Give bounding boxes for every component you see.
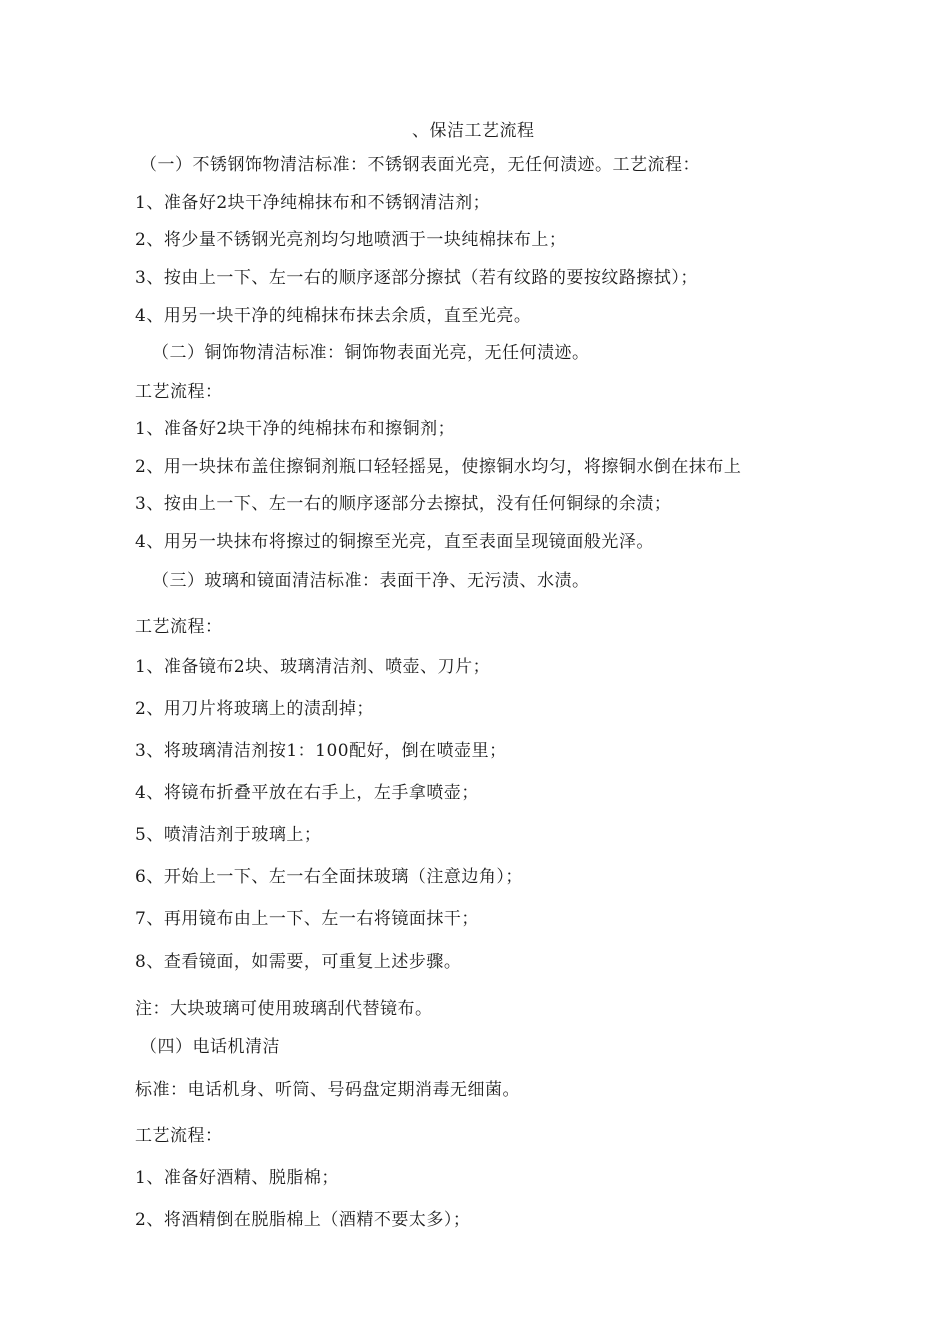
list-item: 2、用一块抹布盖住擦铜剂瓶口轻轻摇晃，使擦铜水均匀，将擦铜水倒在抹布上 [135, 457, 742, 477]
list-item: 1、准备好2块干净的纯棉抹布和擦铜剂； [135, 419, 456, 439]
page-title: 、保洁工艺流程 [412, 121, 535, 141]
list-item: 6、开始上一下、左一右全面抹玻璃（注意边角）； [135, 867, 523, 887]
note: 注：大块玻璃可使用玻璃刮代替镜布。 [135, 999, 433, 1019]
process-label: 工艺流程： [135, 382, 223, 402]
list-item: 1、准备好2块干净纯棉抹布和不锈钢清洁剂； [135, 193, 491, 213]
list-item: 3、将玻璃清洁剂按1：100配好，倒在喷壶里； [135, 741, 507, 761]
list-item: 4、用另一块干净的纯棉抹布抹去余质，直至光亮。 [135, 306, 532, 326]
section-heading-glass: （三）玻璃和镜面清洁标准：表面干净、无污渍、水渍。 [152, 571, 590, 591]
standard-text: 标准：电话机身、听筒、号码盘定期消毒无细菌。 [135, 1080, 520, 1100]
section-heading-copper: （二）铜饰物清洁标准：铜饰物表面光亮，无任何渍迹。 [152, 343, 590, 363]
list-item: 3、按由上一下、左一右的顺序逐部分去擦拭，没有任何铜绿的余渍； [135, 494, 672, 514]
list-item: 7、再用镜布由上一下、左一右将镜面抹干； [135, 909, 479, 929]
list-item: 4、用另一块抹布将擦过的铜擦至光亮，直至表面呈现镜面般光泽。 [135, 532, 654, 552]
section-heading-stainless-steel: （一）不锈钢饰物清洁标准：不锈钢表面光亮，无任何渍迹。工艺流程： [140, 155, 700, 175]
list-item: 2、用刀片将玻璃上的渍刮掉； [135, 699, 374, 719]
section-heading-telephone: （四）电话机清洁 [140, 1037, 280, 1057]
list-item: 2、将少量不锈钢光亮剂均匀地喷洒于一块纯棉抹布上； [135, 230, 567, 250]
list-item: 2、将酒精倒在脱脂棉上（酒精不要太多）； [135, 1210, 471, 1230]
list-item: 4、将镜布折叠平放在右手上，左手拿喷壶； [135, 783, 479, 803]
list-item: 8、查看镜面，如需要，可重复上述步骤。 [135, 952, 462, 972]
list-item: 3、按由上一下、左一右的顺序逐部分擦拭（若有纹路的要按纹路擦拭）； [135, 268, 698, 288]
list-item: 5、喷清洁剂于玻璃上； [135, 825, 322, 845]
process-label: 工艺流程： [135, 617, 223, 637]
list-item: 1、准备好酒精、脱脂棉； [135, 1168, 339, 1188]
list-item: 1、准备镜布2块、玻璃清洁剂、喷壶、刀片； [135, 657, 491, 677]
process-label: 工艺流程： [135, 1126, 223, 1146]
